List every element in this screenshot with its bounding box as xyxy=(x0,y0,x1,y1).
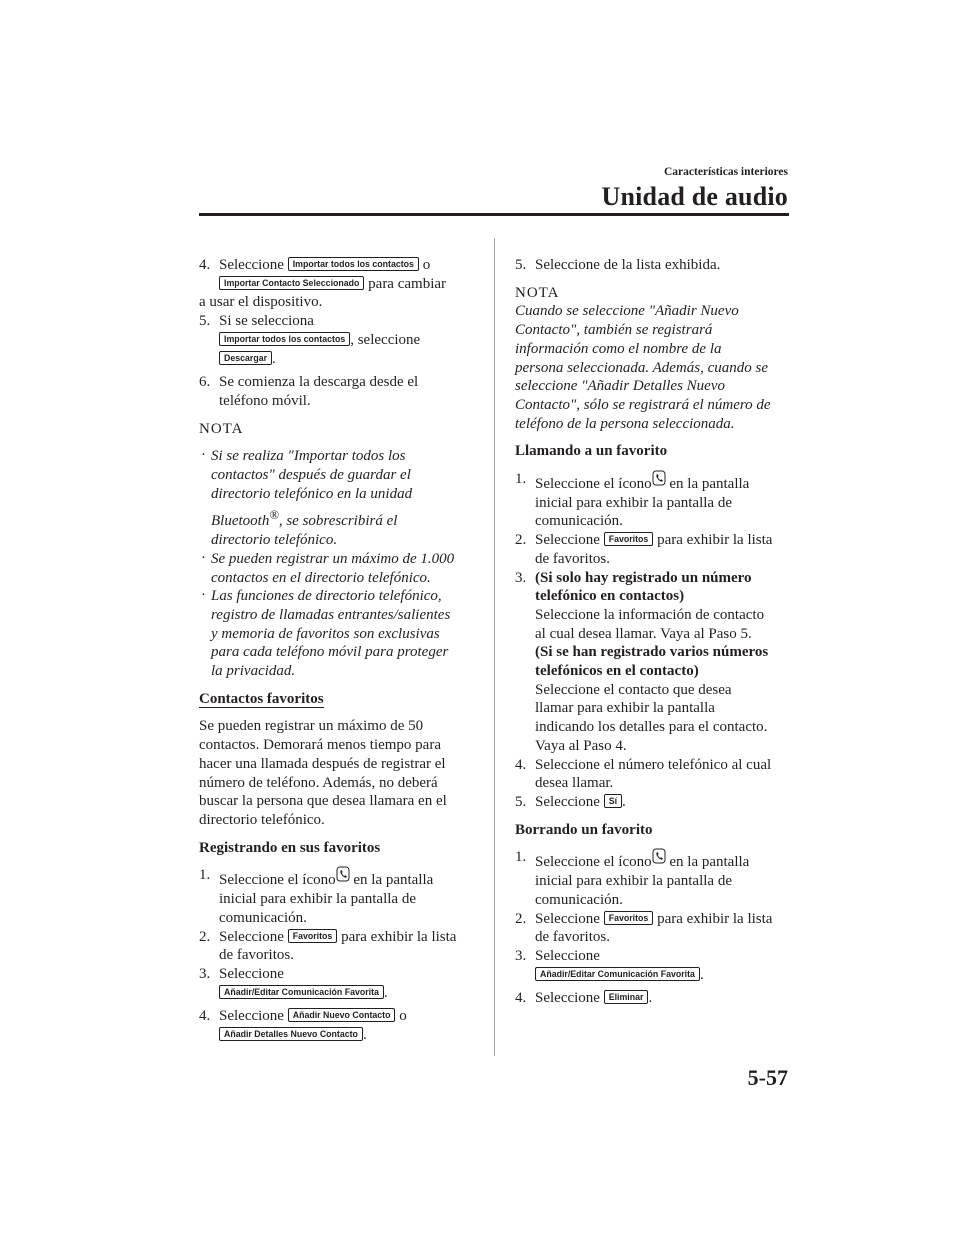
delete-step-3 xyxy=(515,947,800,984)
step-text: Seleccione el ícono xyxy=(535,854,652,871)
step-text: Seleccione xyxy=(535,990,604,1007)
step-text: . xyxy=(383,984,388,1001)
step-text: Seleccione el ícono xyxy=(219,872,336,889)
note-text: persona seleccionada. Además, cuando se xyxy=(515,359,769,376)
step-number: 2. xyxy=(199,928,211,945)
step-text: . xyxy=(272,350,276,367)
note-text: Contacto", también se registrará xyxy=(515,322,713,339)
step-text: inicial para exhibir la pantalla de xyxy=(535,873,732,890)
step-text: Seleccione xyxy=(535,910,604,927)
note-text: información como el nombre de la xyxy=(515,340,722,357)
call-step-1 xyxy=(515,470,800,531)
phone-icon[interactable] xyxy=(336,866,350,882)
register-step-3 xyxy=(199,965,481,1002)
bullet-dot: · xyxy=(201,447,206,464)
step-text: indicando los detalles para el contacto. xyxy=(535,719,768,736)
step-text: Vaya al Paso 4. xyxy=(535,737,627,754)
step-text: Seleccione xyxy=(219,928,288,945)
step-text: para exhibir la lista xyxy=(653,910,773,927)
step-number: 3. xyxy=(515,569,527,586)
step-text: en la pantalla xyxy=(665,854,750,871)
add-new-contact-details-button[interactable]: Añadir Detalles Nuevo Contacto xyxy=(219,1027,363,1041)
step-text: llamar para exhibir la pantalla xyxy=(535,700,715,717)
note-text: contactos en el directorio telefónico. xyxy=(211,569,431,586)
favorites-paragraph: hacer una llamada después de registrar el xyxy=(199,755,446,772)
note-text: Cuando se seleccione "Añadir Nuevo xyxy=(515,303,739,320)
note-text: Las funciones de directorio telefónico, xyxy=(211,588,442,605)
step-text: Seleccione xyxy=(535,793,604,810)
step-text: Si se selecciona xyxy=(219,313,314,330)
step-number: 1. xyxy=(199,867,211,884)
step-number: 4. xyxy=(199,1008,211,1025)
column-divider xyxy=(494,238,495,1056)
left-column xyxy=(199,256,481,1045)
step-number: 3. xyxy=(515,947,527,964)
step-4-import xyxy=(199,256,481,293)
step-number: 6. xyxy=(199,374,211,391)
step-number: 2. xyxy=(515,532,527,549)
step-text: teléfono móvil. xyxy=(219,392,311,409)
register-step-4 xyxy=(199,1007,481,1044)
step-text: . xyxy=(648,990,653,1007)
step-text: comunicación. xyxy=(219,909,307,926)
bullet-dot: · xyxy=(201,587,206,604)
running-header-section: Características interiores xyxy=(663,166,788,178)
step-number: 4. xyxy=(515,990,527,1007)
step-text: Seleccione el contacto que desea xyxy=(535,681,732,698)
step-number: 5. xyxy=(515,793,527,810)
step-text: inicial para exhibir la pantalla de xyxy=(219,891,416,908)
download-button[interactable]: Descargar xyxy=(219,351,272,365)
step-text: en la pantalla xyxy=(349,872,434,889)
note-text: contactos" después de guardar el xyxy=(211,467,411,484)
step-text: de favoritos. xyxy=(535,929,610,946)
call-step-4 xyxy=(515,756,800,793)
step-text: Seleccione el ícono xyxy=(535,476,652,493)
page-number: 5-57 xyxy=(747,1065,788,1090)
step-text: Seleccione xyxy=(535,532,604,549)
add-edit-favorite-button[interactable]: Añadir/Editar Comunicación Favorita xyxy=(219,985,384,999)
note-text: seleccione "Añadir Detalles Nuevo xyxy=(515,378,725,395)
step-text: comunicación. xyxy=(535,513,623,530)
condition-heading: telefónicos en el contacto) xyxy=(535,663,699,680)
step-number: 5. xyxy=(199,313,211,330)
condition-heading: telefónico en contactos) xyxy=(535,588,685,605)
header-rule xyxy=(199,213,789,216)
step-number: 3. xyxy=(199,965,211,982)
note-text: Si se realiza "Importar todos los xyxy=(211,448,406,465)
yes-button[interactable]: Sí xyxy=(604,794,622,808)
note-text: , se sobrescribirá el xyxy=(278,513,398,530)
call-favorite-heading: Llamando a un favorito xyxy=(515,443,668,460)
call-step-5 xyxy=(515,793,800,812)
step-text: en la pantalla xyxy=(665,476,750,493)
add-edit-favorite-button[interactable]: Añadir/Editar Comunicación Favorita xyxy=(535,967,700,981)
note-text: Bluetooth xyxy=(211,513,270,530)
step-5-select xyxy=(515,256,800,275)
favorites-paragraph: contactos. Demorará menos tiempo para xyxy=(199,737,441,754)
step-text: . xyxy=(699,966,704,983)
delete-step-1 xyxy=(515,848,800,909)
step-text: al cual desea llamar. Vaya al Paso 5. xyxy=(535,625,752,642)
step-number: 4. xyxy=(199,257,211,273)
note-bullet-3 xyxy=(199,587,481,681)
note-text: Contacto", sólo se registrará el número de xyxy=(515,396,771,413)
step-text: Seleccione xyxy=(535,947,600,964)
step-text: para exhibir la lista xyxy=(337,928,457,945)
phone-icon[interactable] xyxy=(652,470,666,486)
note-label: NOTA xyxy=(515,284,560,301)
step-text: inicial para exhibir la pantalla de xyxy=(535,494,732,511)
import-selected-contact-button[interactable]: Importar Contacto Seleccionado xyxy=(219,276,364,290)
step-text: Se comienza la descarga desde el xyxy=(219,374,419,391)
register-step-2 xyxy=(199,928,481,965)
step-text: . xyxy=(622,793,626,810)
import-all-contacts-button[interactable]: Importar todos los contactos xyxy=(219,332,350,346)
add-new-contact-button[interactable]: Añadir Nuevo Contacto xyxy=(288,1008,396,1022)
note-text: registro de llamadas entrantes/salientes xyxy=(211,606,451,623)
step-text: Seleccione xyxy=(219,965,284,982)
note-text: directorio telefónico. xyxy=(211,532,338,549)
step-number: 4. xyxy=(515,756,527,773)
step-number: 1. xyxy=(515,471,527,488)
step-text: desea llamar. xyxy=(535,775,614,792)
step-text: o xyxy=(418,257,431,273)
step-5-import xyxy=(199,312,481,368)
condition-heading: (Si se han registrado varios números xyxy=(535,644,769,661)
step-text: , seleccione xyxy=(350,331,421,348)
favorites-paragraph: Se pueden registrar un máximo de 50 xyxy=(199,718,424,735)
step-number: 1. xyxy=(515,849,527,866)
step-text: de favoritos. xyxy=(219,947,294,964)
step-text: Seleccione xyxy=(219,257,288,273)
note-bullet-2 xyxy=(199,550,481,587)
step-text: Seleccione de la lista exhibida. xyxy=(535,257,721,273)
import-all-contacts-button[interactable]: Importar todos los contactos xyxy=(288,257,419,271)
step-text: Seleccione la información de contacto xyxy=(535,606,765,623)
phone-icon[interactable] xyxy=(652,848,666,864)
right-column xyxy=(515,256,800,1008)
step-text: para cambiar xyxy=(364,275,447,292)
step-text: de favoritos. xyxy=(535,550,610,567)
favorites-button[interactable]: Favoritos xyxy=(604,911,654,925)
register-step-1 xyxy=(199,866,481,927)
note-label: NOTA xyxy=(199,420,244,437)
bullet-dot: · xyxy=(201,549,206,566)
delete-step-4 xyxy=(515,989,800,1008)
note-text: Se pueden registrar un máximo de 1.000 xyxy=(211,550,455,567)
step-text: Seleccione el número telefónico al cual xyxy=(535,756,772,773)
registered-mark: ® xyxy=(269,508,279,523)
call-step-2 xyxy=(515,531,800,568)
delete-step-2 xyxy=(515,910,800,947)
step-text: para exhibir la lista xyxy=(653,532,773,549)
register-heading: Registrando en sus favoritos xyxy=(199,839,381,856)
delete-favorite-heading: Borrando un favorito xyxy=(515,821,653,838)
note-text: la privacidad. xyxy=(211,663,296,680)
favorites-button[interactable]: Favoritos xyxy=(288,929,338,943)
step-number: 2. xyxy=(515,910,527,927)
favorites-paragraph: directorio telefónico. xyxy=(199,811,325,828)
note-body xyxy=(515,302,800,433)
running-header-title: Unidad de audio xyxy=(601,182,788,211)
note-text: teléfono de la persona seleccionada. xyxy=(515,415,735,432)
delete-button[interactable]: Eliminar xyxy=(604,990,649,1004)
note-text: directorio telefónico en la unidad xyxy=(211,485,413,502)
note-bullet-1 xyxy=(199,447,481,550)
step-number: 5. xyxy=(515,257,527,273)
note-text: y memoria de favoritos son exclusivas xyxy=(211,625,440,642)
favorites-paragraph: buscar la persona que desea llamara en el xyxy=(199,793,447,810)
favorites-paragraph: número de teléfono. Además, no deberá xyxy=(199,774,438,791)
condition-heading: (Si solo hay registrado un número xyxy=(535,569,752,586)
step-continuation: a usar el dispositivo. xyxy=(199,294,323,311)
favorites-heading: Contactos favoritos xyxy=(199,690,324,707)
step-text: Seleccione xyxy=(219,1008,288,1025)
step-text: comunicación. xyxy=(535,891,623,908)
call-step-3 xyxy=(515,569,800,756)
favorites-button[interactable]: Favoritos xyxy=(604,532,654,546)
step-text: o xyxy=(395,1008,407,1025)
step-text: . xyxy=(362,1027,367,1044)
note-text: para cada teléfono móvil para proteger xyxy=(211,644,449,661)
step-6-download xyxy=(199,373,481,410)
